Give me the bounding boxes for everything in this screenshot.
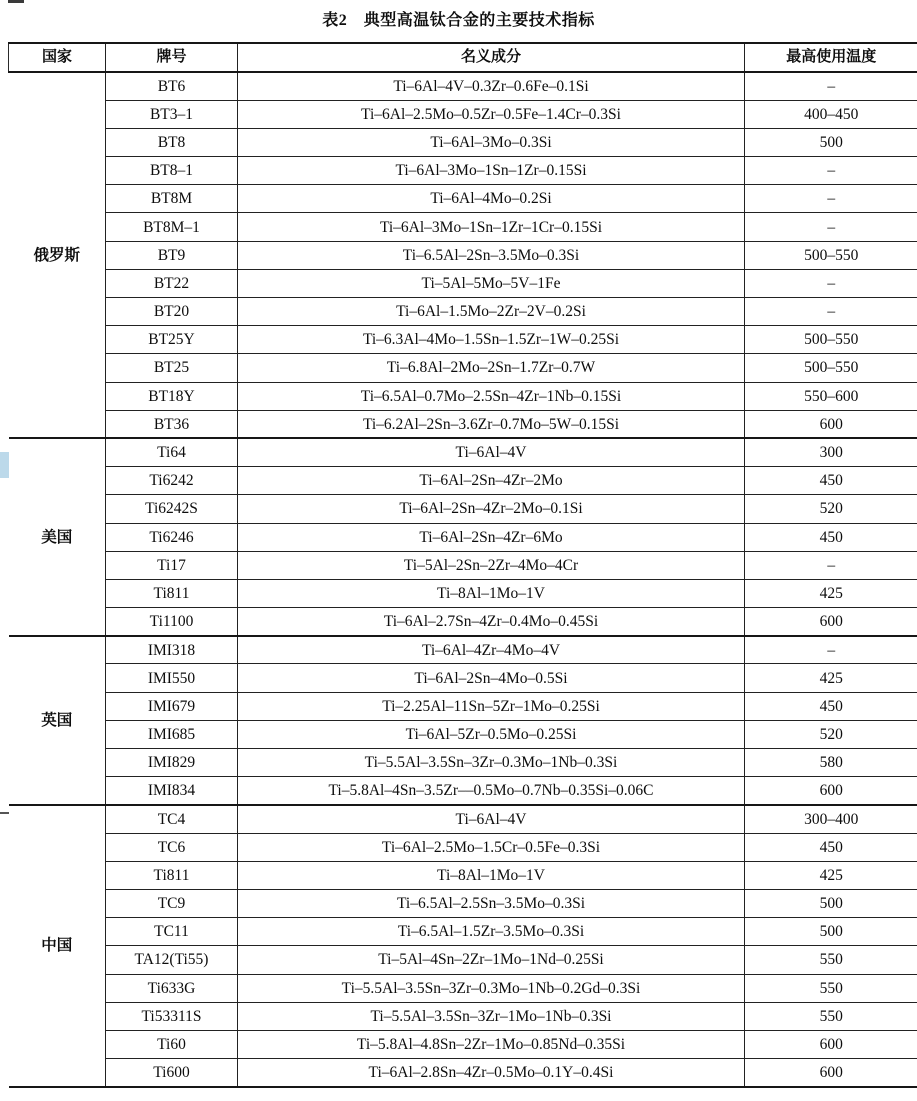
- table-row: [9, 495, 917, 523]
- grade-cell: BT25Y: [106, 326, 238, 354]
- header-grade: 牌号: [106, 43, 238, 72]
- composition-cell: Ti–6Al–4V: [238, 438, 745, 466]
- temp-cell: 500: [745, 889, 917, 917]
- table-row: [9, 889, 917, 917]
- grade-cell: BT18Y: [106, 382, 238, 410]
- grade-cell: Ti633G: [106, 974, 238, 1002]
- temp-cell: –: [745, 298, 917, 326]
- composition-cell: Ti–6.5Al–1.5Zr–3.5Mo–0.3Si: [238, 918, 745, 946]
- grade-cell: IMI318: [106, 636, 238, 664]
- table-row: [9, 241, 917, 269]
- temp-cell: 600: [745, 777, 917, 805]
- grade-cell: Ti6242: [106, 467, 238, 495]
- temp-cell: –: [745, 636, 917, 664]
- table-row: [9, 720, 917, 748]
- table-row: [9, 805, 917, 833]
- composition-cell: Ti–6Al–2.8Sn–4Zr–0.5Mo–0.1Y–0.4Si: [238, 1059, 745, 1087]
- grade-cell: Ti64: [106, 438, 238, 466]
- grade-cell: BT20: [106, 298, 238, 326]
- header-max-temp: 最高使用温度: [745, 43, 917, 72]
- table-row: [9, 326, 917, 354]
- temp-cell: –: [745, 185, 917, 213]
- grade-cell: IMI834: [106, 777, 238, 805]
- table-row: [9, 467, 917, 495]
- table-row: [9, 410, 917, 438]
- table-row: [9, 72, 917, 100]
- temp-cell: 600: [745, 1059, 917, 1087]
- composition-cell: Ti–5.8Al–4.8Sn–2Zr–1Mo–0.85Nd–0.35Si: [238, 1030, 745, 1058]
- composition-cell: Ti–6Al–2Sn–4Mo–0.5Si: [238, 664, 745, 692]
- composition-cell: Ti–5Al–4Sn–2Zr–1Mo–1Nd–0.25Si: [238, 946, 745, 974]
- table-row: [9, 213, 917, 241]
- table-row: [9, 551, 917, 579]
- table-row: [9, 692, 917, 720]
- table-row: [9, 298, 917, 326]
- header-row: [9, 43, 917, 72]
- composition-cell: Ti–6.8Al–2Mo–2Sn–1.7Zr–0.7W: [238, 354, 745, 382]
- grade-cell: BT9: [106, 241, 238, 269]
- temp-cell: 550: [745, 974, 917, 1002]
- temp-cell: –: [745, 213, 917, 241]
- composition-cell: Ti–5Al–5Mo–5V–1Fe: [238, 269, 745, 297]
- temp-cell: 425: [745, 664, 917, 692]
- grade-cell: BT3–1: [106, 100, 238, 128]
- temp-cell: 500: [745, 128, 917, 156]
- composition-cell: Ti–6Al–4V–0.3Zr–0.6Fe–0.1Si: [238, 72, 745, 100]
- grade-cell: Ti6246: [106, 523, 238, 551]
- temp-cell: 600: [745, 1030, 917, 1058]
- temp-cell: 500–550: [745, 326, 917, 354]
- table-row: [9, 946, 917, 974]
- composition-cell: Ti–5.5Al–3.5Sn–3Zr–1Mo–1Nb–0.3Si: [238, 1002, 745, 1030]
- grade-cell: BT22: [106, 269, 238, 297]
- temp-cell: 450: [745, 467, 917, 495]
- country-cell: 中国: [9, 805, 106, 1087]
- alloy-table: [8, 42, 917, 1088]
- table-row: [9, 1059, 917, 1087]
- composition-cell: Ti–6Al–4Mo–0.2Si: [238, 185, 745, 213]
- grade-cell: BT8M–1: [106, 213, 238, 241]
- header-composition: 名义成分: [238, 43, 745, 72]
- temp-cell: 600: [745, 410, 917, 438]
- country-cell: 英国: [9, 636, 106, 805]
- scan-artifact-blue: [0, 452, 9, 478]
- temp-cell: 300–400: [745, 805, 917, 833]
- grade-cell: Ti60: [106, 1030, 238, 1058]
- temp-cell: 400–450: [745, 100, 917, 128]
- grade-cell: TC6: [106, 833, 238, 861]
- grade-cell: BT8–1: [106, 157, 238, 185]
- temp-cell: 500–550: [745, 241, 917, 269]
- temp-cell: –: [745, 157, 917, 185]
- temp-cell: 425: [745, 579, 917, 607]
- composition-cell: Ti–6Al–3Mo–1Sn–1Zr–1Cr–0.15Si: [238, 213, 745, 241]
- temp-cell: 580: [745, 749, 917, 777]
- temp-cell: 550: [745, 946, 917, 974]
- table-row: [9, 636, 917, 664]
- table-row: [9, 382, 917, 410]
- temp-cell: 450: [745, 523, 917, 551]
- table-row: [9, 185, 917, 213]
- composition-cell: Ti–6Al–4V: [238, 805, 745, 833]
- table-row: [9, 128, 917, 156]
- country-cell: 俄罗斯: [9, 72, 106, 438]
- table-row: [9, 579, 917, 607]
- header-country: 国家: [9, 43, 106, 72]
- table-row: [9, 438, 917, 466]
- temp-cell: –: [745, 551, 917, 579]
- grade-cell: Ti600: [106, 1059, 238, 1087]
- table-row: [9, 523, 917, 551]
- composition-cell: Ti–6Al–3Mo–0.3Si: [238, 128, 745, 156]
- temp-cell: 520: [745, 720, 917, 748]
- table-row: [9, 664, 917, 692]
- table-row: [9, 269, 917, 297]
- composition-cell: Ti–6Al–5Zr–0.5Mo–0.25Si: [238, 720, 745, 748]
- grade-cell: Ti811: [106, 579, 238, 607]
- grade-cell: Ti53311S: [106, 1002, 238, 1030]
- temp-cell: 425: [745, 861, 917, 889]
- composition-cell: Ti–6Al–2.5Mo–1.5Cr–0.5Fe–0.3Si: [238, 833, 745, 861]
- composition-cell: Ti–6.3Al–4Mo–1.5Sn–1.5Zr–1W–0.25Si: [238, 326, 745, 354]
- composition-cell: Ti–5.5Al–3.5Sn–3Zr–0.3Mo–1Nb–0.3Si: [238, 749, 745, 777]
- table-row: [9, 777, 917, 805]
- composition-cell: Ti–6Al–2Sn–4Zr–2Mo: [238, 467, 745, 495]
- grade-cell: BT25: [106, 354, 238, 382]
- scan-artifact-speck: [8, 0, 24, 3]
- temp-cell: 450: [745, 692, 917, 720]
- scan-artifact-dash: [0, 812, 9, 814]
- composition-cell: Ti–5.5Al–3.5Sn–3Zr–0.3Mo–1Nb–0.2Gd–0.3Si: [238, 974, 745, 1002]
- grade-cell: IMI679: [106, 692, 238, 720]
- table-row: [9, 974, 917, 1002]
- temp-cell: –: [745, 269, 917, 297]
- grade-cell: TC11: [106, 918, 238, 946]
- grade-cell: TC9: [106, 889, 238, 917]
- grade-cell: BT6: [106, 72, 238, 100]
- table-row: [9, 833, 917, 861]
- table-row: [9, 100, 917, 128]
- composition-cell: Ti–6Al–2.5Mo–0.5Zr–0.5Fe–1.4Cr–0.3Si: [238, 100, 745, 128]
- temp-cell: 500–550: [745, 354, 917, 382]
- grade-cell: Ti6242S: [106, 495, 238, 523]
- composition-cell: Ti–8Al–1Mo–1V: [238, 861, 745, 889]
- table-row: [9, 861, 917, 889]
- table-row: [9, 1002, 917, 1030]
- temp-cell: –: [745, 72, 917, 100]
- temp-cell: 600: [745, 608, 917, 636]
- country-cell: 美国: [9, 438, 106, 635]
- grade-cell: Ti811: [106, 861, 238, 889]
- composition-cell: Ti–2.25Al–11Sn–5Zr–1Mo–0.25Si: [238, 692, 745, 720]
- grade-cell: Ti17: [106, 551, 238, 579]
- temp-cell: 500: [745, 918, 917, 946]
- composition-cell: Ti–6Al–2Sn–4Zr–6Mo: [238, 523, 745, 551]
- table-row: [9, 157, 917, 185]
- temp-cell: 550–600: [745, 382, 917, 410]
- grade-cell: IMI685: [106, 720, 238, 748]
- table-title: 表2 典型高温钛合金的主要技术指标: [322, 12, 595, 29]
- grade-cell: BT8M: [106, 185, 238, 213]
- composition-cell: Ti–6Al–3Mo–1Sn–1Zr–0.15Si: [238, 157, 745, 185]
- table-row: [9, 608, 917, 636]
- composition-cell: Ti–6Al–4Zr–4Mo–4V: [238, 636, 745, 664]
- grade-cell: IMI550: [106, 664, 238, 692]
- composition-cell: Ti–6.2Al–2Sn–3.6Zr–0.7Mo–5W–0.15Si: [238, 410, 745, 438]
- grade-cell: BT8: [106, 128, 238, 156]
- table-row: [9, 918, 917, 946]
- grade-cell: Ti1100: [106, 608, 238, 636]
- composition-cell: Ti–6.5Al–2.5Sn–3.5Mo–0.3Si: [238, 889, 745, 917]
- temp-cell: 450: [745, 833, 917, 861]
- composition-cell: Ti–6.5Al–0.7Mo–2.5Sn–4Zr–1Nb–0.15Si: [238, 382, 745, 410]
- composition-cell: Ti–6Al–2.7Sn–4Zr–0.4Mo–0.45Si: [238, 608, 745, 636]
- grade-cell: IMI829: [106, 749, 238, 777]
- composition-cell: Ti–8Al–1Mo–1V: [238, 579, 745, 607]
- composition-cell: Ti–6.5Al–2Sn–3.5Mo–0.3Si: [238, 241, 745, 269]
- composition-cell: Ti–5Al–2Sn–2Zr–4Mo–4Cr: [238, 551, 745, 579]
- grade-cell: TC4: [106, 805, 238, 833]
- composition-cell: Ti–6Al–1.5Mo–2Zr–2V–0.2Si: [238, 298, 745, 326]
- table-row: [9, 354, 917, 382]
- table-row: [9, 1030, 917, 1058]
- temp-cell: 550: [745, 1002, 917, 1030]
- grade-cell: TA12(Ti55): [106, 946, 238, 974]
- composition-cell: Ti–5.8Al–4Sn–3.5Zr––0.5Mo–0.7Nb–0.35Si–0.06C: [238, 777, 745, 805]
- table-row: [9, 749, 917, 777]
- temp-cell: 300: [745, 438, 917, 466]
- grade-cell: BT36: [106, 410, 238, 438]
- composition-cell: Ti–6Al–2Sn–4Zr–2Mo–0.1Si: [238, 495, 745, 523]
- temp-cell: 520: [745, 495, 917, 523]
